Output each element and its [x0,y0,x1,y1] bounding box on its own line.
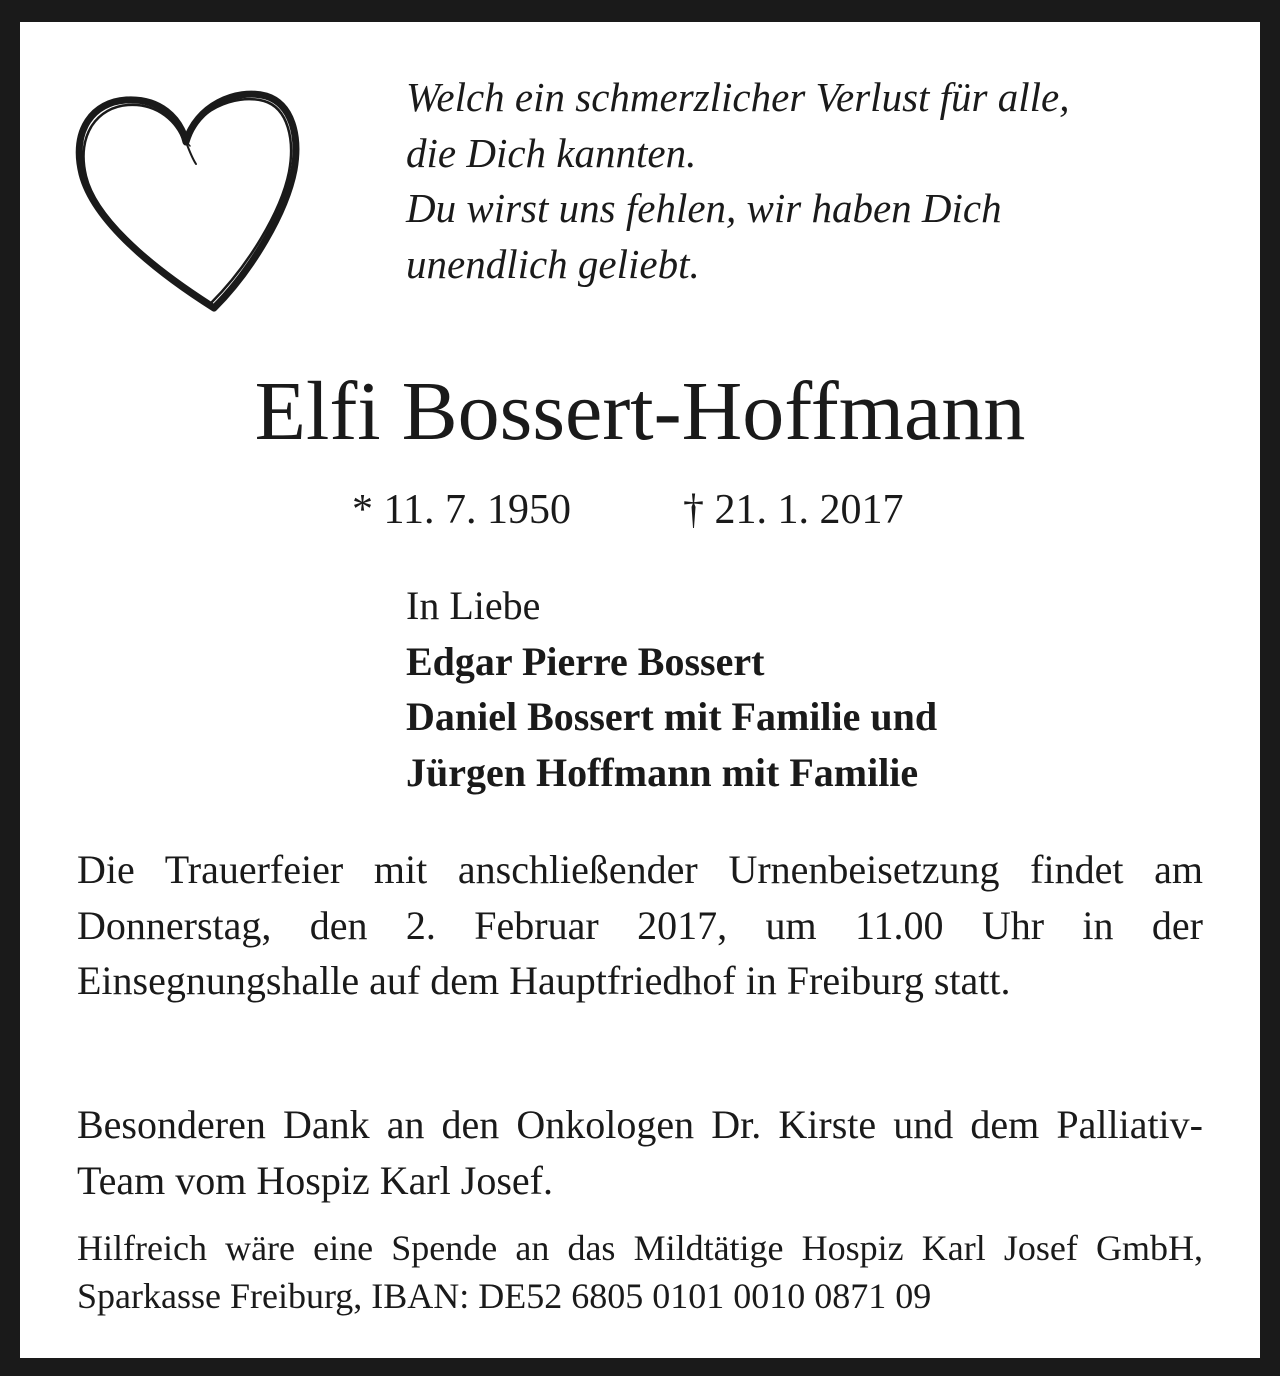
family-member: Edgar Pierre Bossert [406,638,765,684]
deceased-name: Elfi Bossert-Hoffmann [254,365,1026,458]
family-member: Jürgen Hoffmann mit Familie [406,749,919,795]
birth-date: * 11. 7. 1950 [352,487,571,533]
poem-line: Du wirst uns fehlen, wir haben Dich [406,185,1002,231]
donation-notice: Hilfreich wäre eine Spende an das Mildtätige Hospiz Karl Josef GmbH, Sparkasse Freiburg, IBAN: DE52 6805 0101 0010 0871 09 [77,1228,1203,1316]
memorial-poem [406,70,1226,292]
family-intro: In Liebe [406,583,541,628]
heart-icon [68,84,308,314]
poem-line: die Dich kannten. [406,129,697,176]
family-signature [406,578,1226,800]
poem-line: Welch ein schmerzlicher Verlust für alle, [406,74,1070,120]
death-date: † 21. 1. 2017 [683,487,904,533]
family-member: Daniel Bossert mit Familie und [406,694,938,739]
ceremony-notice: Die Trauerfeier mit anschließender Urnenbeisetzung findet am Donnerstag, den 2. Februar 2017, um 11.00 Uhr in der Einsegnungshalle auf dem Hauptfriedhof in Freiburg statt. [77,847,1203,1003]
poem-line: unendlich geliebt. [406,240,700,287]
thanks-notice: Besonderen Dank an den Onkologen Dr. Kirste und dem Palliativ-Team vom Hospiz Karl Josef. [77,1102,1203,1203]
